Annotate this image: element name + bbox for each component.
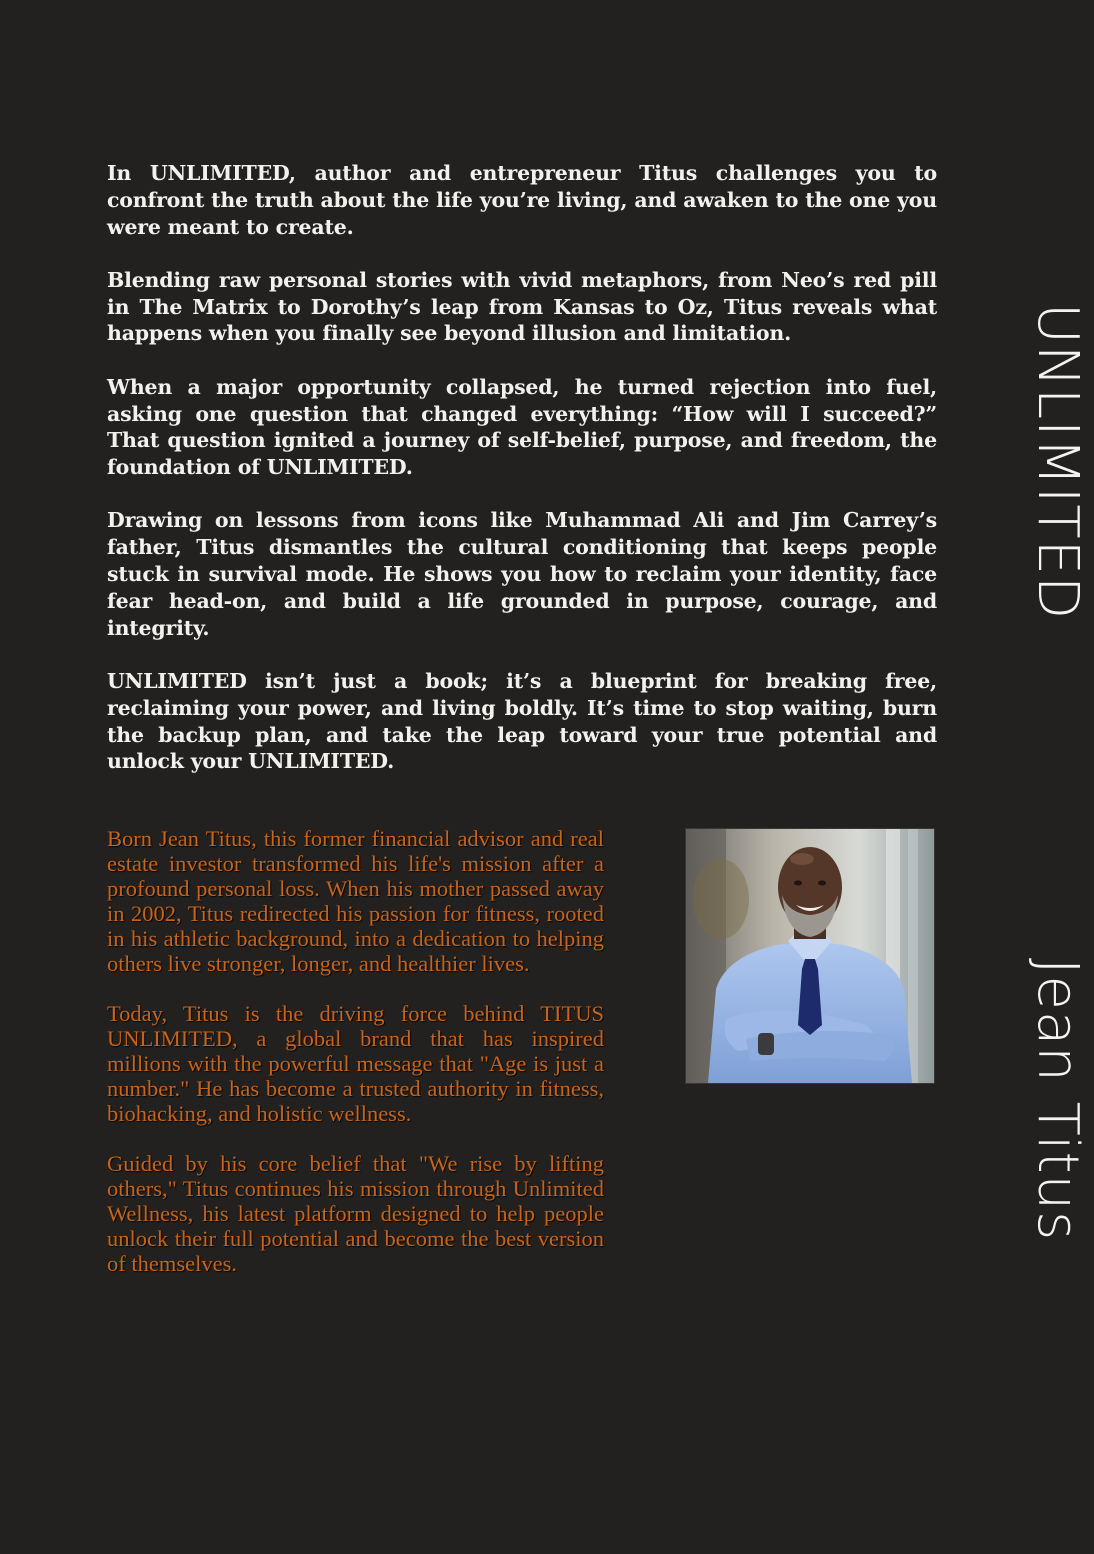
author-bio (107, 826, 604, 1301)
blurb-paragraph: Drawing on lessons from icons like Muhammad Ali and Jim Carrey’s father, Titus dismantles the cultural conditioning that keeps people stuck in survival mode. He shows you how to reclaim your identity, face fear head-on, and build a life grounded in purpose, courage, and integrity. (107, 508, 937, 640)
spine-author: Jean Titus (1025, 958, 1090, 1242)
bio-paragraph: Guided by his core belief that "We rise by lifting others," Titus continues his mission through Unlimited Wellness, his latest platform designed to help people unlock their full potential and become the best version of themselves. (107, 1151, 604, 1276)
author-photo (685, 828, 935, 1084)
blurb-paragraph: UNLIMITED isn’t just a book; it’s a blueprint for breaking free, reclaiming your power, and living boldly. It’s time to stop waiting, burn the backup plan, and take the leap toward your true potential and unlock your UNLIMITED. (107, 668, 937, 774)
bio-paragraph: Today, Titus is the driving force behind TITUS UNLIMITED, a global brand that has inspired millions with the powerful message that "Age is just a number." He has become a trusted authority in fitness, biohacking, and holistic wellness. (107, 1001, 604, 1126)
blurb-paragraph: Blending raw personal stories with vivid metaphors, from Neo’s red pill in The Matrix to Dorothy’s leap from Kansas to Oz, Titus reveals what happens when you finally see beyond illusion and limitation. (107, 267, 937, 346)
spine-title: UNLIMITED (1025, 303, 1090, 621)
blurb-paragraph: When a major opportunity collapsed, he turned rejection into fuel, asking one question that changed everything: “How will I succeed?” That question ignited a journey of self-belief, purpose, and freedom, the foundation of UNLIMITED. (107, 374, 937, 480)
bio-paragraph: Born Jean Titus, this former financial advisor and real estate investor transformed his life's mission after a profound personal loss. When his mother passed away in 2002, Titus redirected his passion for fitness, rooted in his athletic background, into a dedication to helping others live stronger, longer, and healthier lives. (107, 826, 604, 976)
blurb-paragraph: In UNLIMITED, author and entrepreneur Titus challenges you to confront the truth about the life you’re living, and awaken to the one you were meant to create. (107, 161, 937, 239)
book-blurb (107, 160, 937, 802)
